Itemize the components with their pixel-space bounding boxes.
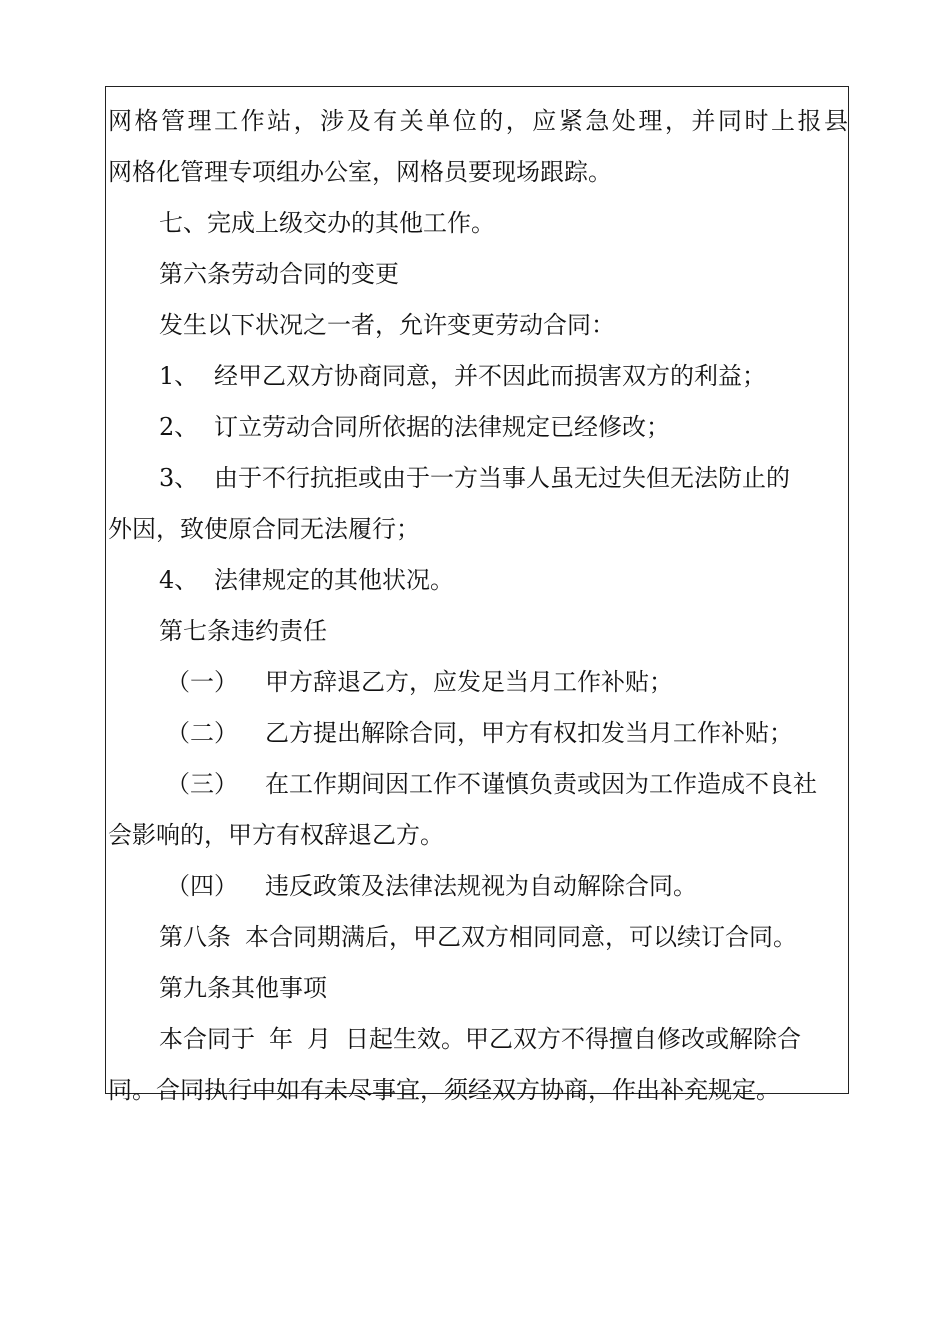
list-item-number: （四） bbox=[166, 872, 238, 900]
date-prefix: 本合同于 bbox=[159, 1025, 255, 1053]
text-line bbox=[108, 1014, 848, 1065]
article-label: 第八条 bbox=[159, 923, 231, 951]
list-item-text: 经甲乙双方协商同意，并不因此而损害双方的利益； bbox=[214, 362, 766, 390]
document-body bbox=[108, 96, 848, 1116]
list-item bbox=[108, 402, 848, 453]
list-item-number: （二） bbox=[166, 719, 238, 747]
list-item-number: （三） bbox=[166, 770, 238, 798]
list-item-text: 法律规定的其他状况。 bbox=[214, 566, 454, 594]
text-line: 七、完成上级交办的其他工作。 bbox=[159, 209, 495, 237]
list-item-text: 乙方提出解除合同，甲方有权扣发当月工作补贴； bbox=[265, 719, 793, 747]
list-item-number: 1、 bbox=[159, 362, 199, 390]
article-text: 本合同期满后，甲乙双方相同同意，可以续订合同。 bbox=[245, 923, 797, 951]
list-item-text: 违反政策及法律法规视为自动解除合同。 bbox=[265, 872, 697, 900]
list-item-number: （一） bbox=[166, 668, 238, 696]
text-line: 发生以下状况之一者，允许变更劳动合同： bbox=[159, 311, 615, 339]
date-suffix-text: 日起生效。甲乙双方不得擅自修改或解除合 bbox=[345, 1025, 801, 1053]
section-heading: 第七条违约责任 bbox=[159, 617, 327, 645]
list-item bbox=[108, 861, 848, 912]
list-item-text: 甲方辞退乙方，应发足当月工作补贴； bbox=[265, 668, 673, 696]
list-item-text: 订立劳动合同所依据的法律规定已经修改； bbox=[214, 413, 670, 441]
text-line: 会影响的，甲方有权辞退乙方。 bbox=[108, 821, 444, 849]
text-line: 外因，致使原合同无法履行； bbox=[108, 515, 420, 543]
date-year-label: 年 bbox=[269, 1025, 293, 1053]
list-item-number: 4、 bbox=[159, 566, 199, 594]
section-heading: 第六条劳动合同的变更 bbox=[159, 260, 399, 288]
list-item bbox=[108, 453, 848, 504]
text-line: 网格管理工作站，涉及有关单位的，应紧急处理，并同时上报县 bbox=[108, 107, 848, 135]
list-item bbox=[108, 708, 848, 759]
list-item bbox=[108, 555, 848, 606]
list-item-text: 在工作期间因工作不谨慎负责或因为工作造成不良社 bbox=[265, 770, 817, 798]
list-item-text: 由于不行抗拒或由于一方当事人虽无过失但无法防止的 bbox=[214, 464, 790, 492]
section-heading: 第九条其他事项 bbox=[159, 974, 327, 1002]
list-item-number: 2、 bbox=[159, 413, 199, 441]
date-month-label: 月 bbox=[307, 1025, 331, 1053]
text-line: 网格化管理专项组办公室，网格员要现场跟踪。 bbox=[108, 158, 612, 186]
list-item bbox=[108, 759, 848, 810]
list-item-number: 3、 bbox=[159, 464, 199, 492]
list-item bbox=[108, 351, 848, 402]
list-item bbox=[108, 657, 848, 708]
text-line: 同。合同执行中如有未尽事宜，须经双方协商，作出补充规定。 bbox=[108, 1076, 780, 1104]
section-heading bbox=[108, 912, 848, 963]
